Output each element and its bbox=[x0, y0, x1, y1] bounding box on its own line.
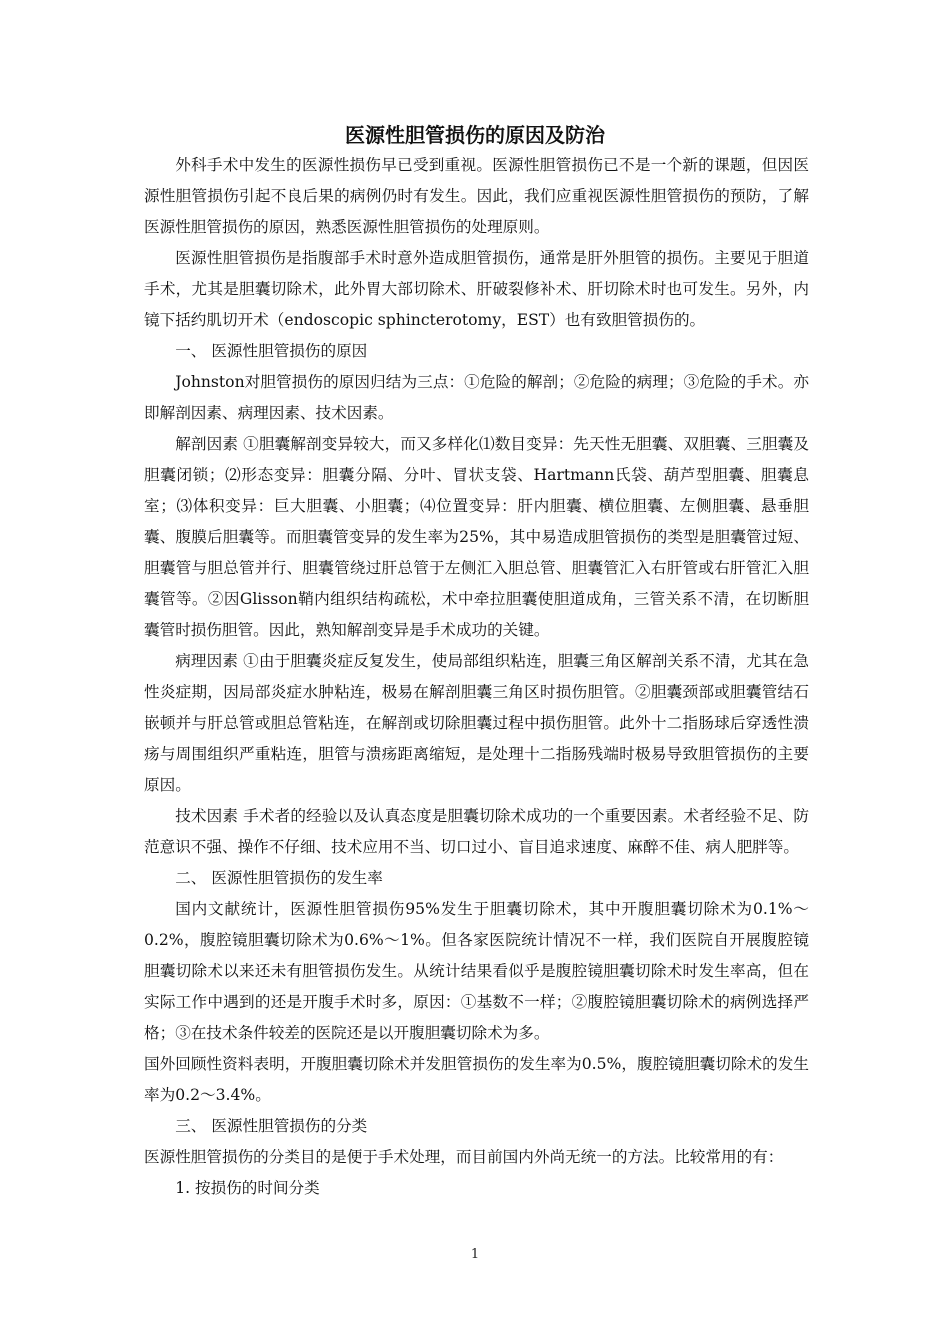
page-number: 1 bbox=[470, 1247, 480, 1262]
paragraph-intro: 外科手术中发生的医源性损伤早已受到重视。医源性胆管损伤已不是一个新的课题，但因医源性胆管损伤引起不良后果的病例仍时有发生。因此，我们应重视医源性胆管损伤的预防，了解医源性胆管损伤的原因，熟悉医源性胆管损伤的处理原则。 bbox=[144, 156, 809, 236]
paragraph-classification-purpose: 医源性胆管损伤的分类目的是便于手术处理，而目前国内外尚无统一的方法。比较常用的有： bbox=[144, 1148, 784, 1166]
paragraph-foreign-statistics: 国外回顾性资料表明，开腹胆囊切除术并发胆管损伤的发生率为0.5%，腹腔镜胆囊切除术的发生率为0.2～3.4%。 bbox=[144, 1055, 809, 1104]
paragraph-anatomical-factors: 解剖因素 ①胆囊解剖变异较大，而又多样化⑴数目变异：先天性无胆囊、双胆囊、三胆囊及胆囊闭锁；⑵形态变异：胆囊分隔、分叶、冒状支袋、Hartmann氏袋、葫芦型胆囊、胆囊息室；⑶体积变异：巨大胆囊、小胆囊；⑷位置变异：肝内胆囊、横位胆囊、左侧胆囊、悬垂胆囊、腹膜后胆囊等。而胆囊管变异的发生率为25%，其中易造成胆管损伤的类型是胆囊管过短、胆囊管与胆总管并行、胆囊管绕过肝总管于左侧汇入胆总管、胆囊管汇入右肝管或右肝管汇入胆囊管等。②因Glisson鞘内组织结构疏松，术中牵拉胆囊使胆道成角，三管关系不清，在切断胆囊管时损伤胆管。因此，熟知解剖变异是手术成功的关键。 bbox=[144, 435, 809, 639]
paragraph-pathological-factors: 病理因素 ①由于胆囊炎症反复发生，使局部组织粘连，胆囊三角区解剖关系不清，尤其在急性炎症期，因局部炎症水肿粘连，极易在解剖胆囊三角区时损伤胆管。②胆囊颈部或胆囊管结石嵌顿并与肝总管或胆总管粘连，在解剖或切除胆囊过程中损伤胆管。此外十二指肠球后穿透性溃疡与周围组织严重粘连，胆管与溃疡距离缩短，是处理十二指肠残端时极易导致胆管损伤的主要原因。 bbox=[144, 652, 809, 794]
section-heading-classification: 三、 医源性胆管损伤的分类 bbox=[175, 1117, 368, 1135]
section-heading-incidence: 二、 医源性胆管损伤的发生率 bbox=[175, 869, 383, 887]
paragraph-technical-factors: 技术因素 手术者的经验以及认真态度是胆囊切除术成功的一个重要因素。术者经验不足、防范意识不强、操作不仔细、技术应用不当、切口过小、盲目追求速度、麻醉不佳、病人肥胖等。 bbox=[144, 807, 809, 856]
paragraph-johnston: Johnston对胆管损伤的原因归结为三点：①危险的解剖；②危险的病理；③危险的手术。亦即解剖因素、病理因素、技术因素。 bbox=[144, 373, 809, 422]
document-title: 医源性胆管损伤的原因及防治 bbox=[345, 123, 605, 147]
paragraph-domestic-statistics: 国内文献统计，医源性胆管损伤95%发生于胆囊切除术，其中开腹胆囊切除术为0.1%～0.2%，腹腔镜胆囊切除术为0.6%～1%。但各家医院统计情况不一样，我们医院自开展腹腔镜胆囊切除术以来还未有胆管损伤发生。从统计结果看似乎是腹腔镜胆囊切除术时发生率高，但在实际工作中遇到的还是开腹手术时多，原因：①基数不一样；②腹腔镜胆囊切除术的病例选择严格；③在技术条件较差的医院还是以开腹胆囊切除术为多。 bbox=[144, 900, 809, 1042]
document-body bbox=[144, 150, 809, 1204]
paragraph-definition: 医源性胆管损伤是指腹部手术时意外造成胆管损伤，通常是肝外胆管的损伤。主要见于胆道手术，尤其是胆囊切除术，此外胃大部切除术、肝破裂修补术、肝切除术时也可发生。另外，内镜下括约肌切开术（endoscopic sphincterotomy，EST）也有致胆管损伤的。 bbox=[144, 249, 809, 329]
section-heading-causes: 一、 医源性胆管损伤的原因 bbox=[175, 342, 368, 360]
list-item-by-time: 1. 按损伤的时间分类 bbox=[175, 1179, 320, 1197]
